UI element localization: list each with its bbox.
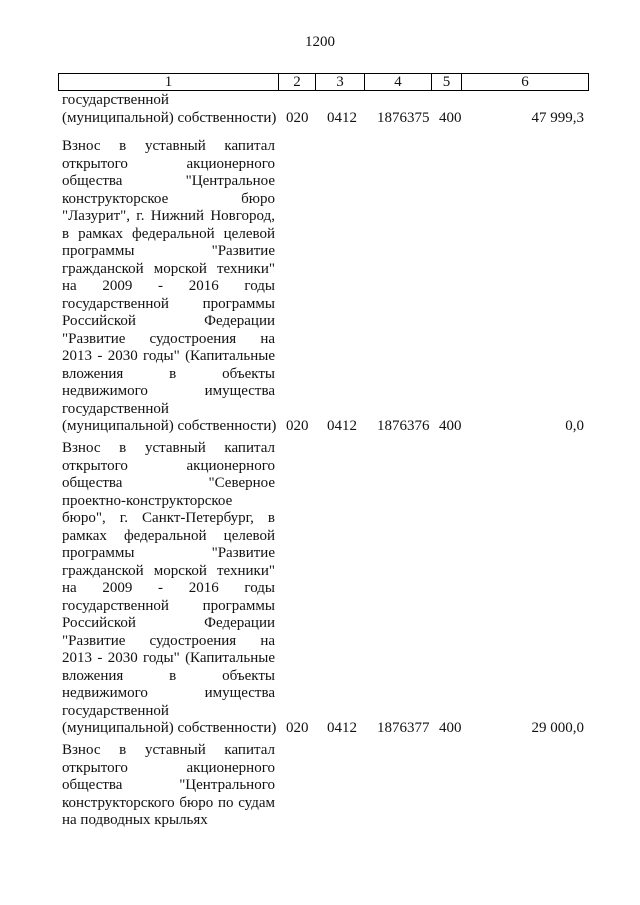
- subsection-code: 0412: [327, 720, 357, 736]
- description-line: открытого акционерного: [62, 155, 275, 172]
- table-header: [58, 73, 589, 91]
- header-col-5: 5: [432, 74, 462, 91]
- section-code: 020: [286, 720, 309, 736]
- header-col-1: 1: [59, 74, 279, 91]
- description-line: недвижимого имущества: [62, 685, 275, 701]
- amount: 0,0: [565, 418, 584, 434]
- row-values: [62, 418, 588, 436]
- description-line: общества "Центрального: [62, 777, 275, 793]
- description-line: (муниципальной) собственности): [62, 418, 277, 434]
- description-line: Взнос в уставный капитал: [62, 440, 275, 456]
- description-line: государственной программы: [62, 295, 275, 312]
- row-description: [62, 440, 275, 738]
- row-values: [62, 110, 588, 128]
- description-line: 2013 - 2030 годы" (Капитальные: [62, 650, 275, 666]
- amount: 29 000,0: [531, 720, 584, 736]
- description-line: Российской Федерации: [62, 313, 275, 329]
- subsection-code: 0412: [327, 109, 357, 126]
- description-line: общества "Центральное: [62, 173, 275, 189]
- description-line: общества "Северное: [62, 475, 275, 491]
- description-line: на 2009 - 2016 годы: [62, 580, 275, 596]
- description-line: гражданской морской техники": [62, 260, 275, 277]
- expense-type-code: 400: [439, 720, 462, 736]
- subsection-code: 0412: [327, 418, 357, 434]
- target-article-code: 1876376: [377, 418, 430, 434]
- description-line: конструкторского бюро по судам: [62, 794, 275, 811]
- row-description: [62, 138, 275, 436]
- description-line: программы "Развитие: [62, 545, 275, 561]
- description-line: (муниципальной) собственности): [62, 720, 277, 736]
- description-line: Взнос в уставный капитал: [62, 742, 275, 758]
- header-col-2: 2: [279, 74, 316, 91]
- description-line: "Развитие судостроения на: [62, 330, 275, 347]
- description-line: открытого акционерного: [62, 457, 275, 474]
- description-line: на подводных крыльях: [62, 812, 208, 828]
- description-line: (муниципальной) собственности): [62, 109, 277, 126]
- description-line: "Лазурит", г. Нижний Новгород,: [62, 208, 275, 224]
- description-line: Взнос в уставный капитал: [62, 138, 275, 154]
- amount: 47 999,3: [531, 109, 584, 126]
- description-line: государственной: [62, 400, 169, 417]
- row-values: [62, 720, 588, 738]
- description-line: программы "Развитие: [62, 243, 275, 259]
- target-article-code: 1876375: [377, 109, 430, 126]
- description-line: Российской Федерации: [62, 615, 275, 631]
- header-col-3: 3: [316, 74, 365, 91]
- description-line: государственной программы: [62, 597, 275, 614]
- description-line: открытого акционерного: [62, 759, 275, 776]
- description-line: вложения в объекты: [62, 667, 275, 684]
- description-line: государственной: [62, 702, 169, 719]
- expense-type-code: 400: [439, 418, 462, 434]
- description-line: недвижимого имущества: [62, 383, 275, 399]
- description-line: проектно-конструкторское: [62, 492, 233, 509]
- description-line: в рамках федеральной целевой: [62, 225, 275, 242]
- target-article-code: 1876377: [377, 720, 430, 736]
- description-line: рамках федеральной целевой: [62, 527, 275, 544]
- header-col-6: 6: [462, 74, 589, 91]
- description-line: конструкторское бюро: [62, 190, 275, 207]
- description-line: 2013 - 2030 годы" (Капитальные: [62, 348, 275, 364]
- row-description: [62, 742, 275, 830]
- description-line: на 2009 - 2016 годы: [62, 278, 275, 294]
- section-code: 020: [286, 418, 309, 434]
- description-line: вложения в объекты: [62, 365, 275, 382]
- description-line: гражданской морской техники": [62, 562, 275, 579]
- header-col-4: 4: [365, 74, 432, 91]
- expense-type-code: 400: [439, 109, 462, 126]
- description-line: государственной: [62, 92, 169, 108]
- page-number: 1200: [305, 34, 335, 50]
- section-code: 020: [286, 109, 309, 126]
- description-line: бюро", г. Санкт-Петербург, в: [62, 510, 275, 526]
- description-line: "Развитие судостроения на: [62, 632, 275, 649]
